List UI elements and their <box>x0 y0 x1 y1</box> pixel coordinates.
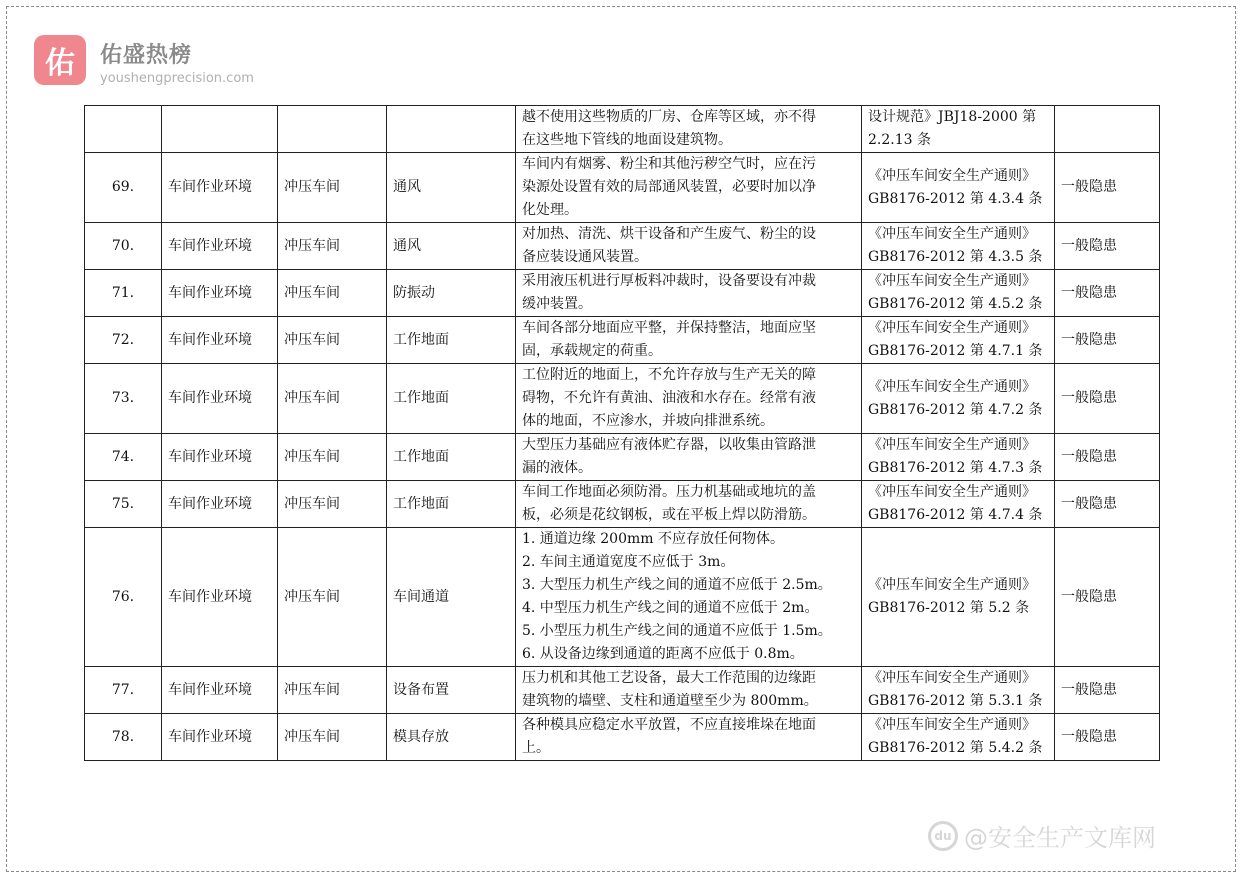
row-item: 车间通道 <box>387 528 516 667</box>
table-row <box>85 364 1160 434</box>
row-basis-line: GB8176-2012 第 5.3.1 条 <box>868 693 1043 709</box>
row-number: 70. <box>85 223 162 270</box>
row-hazard-level: 一般隐患 <box>1055 317 1160 364</box>
row-basis-line: GB8176-2012 第 4.7.4 条 <box>868 507 1043 523</box>
row-requirement-line: 4. 中型压力机生产线之间的通道不应低于 2m。 <box>522 600 819 616</box>
row-requirement-line: 车间工作地面必须防滑。压力机基础或地坑的盖 <box>522 484 816 500</box>
row-requirement-line: 备应装设通风装置。 <box>522 249 648 265</box>
row-requirement-line: 6. 从设备边缘到通道的距离不应低于 0.8m。 <box>522 646 804 662</box>
row-requirement-line: 固，承载规定的荷重。 <box>522 343 662 359</box>
table-row <box>85 667 1160 714</box>
watermark-text: @安全生产文库网 <box>964 824 1156 852</box>
row-basis <box>862 153 1055 223</box>
row-category: 车间作业环境 <box>162 667 278 714</box>
row-requirement-line: 越不使用这些物质的厂房、仓库等区域，亦不得 <box>522 109 816 125</box>
table-row <box>85 223 1160 270</box>
row-basis <box>862 270 1055 317</box>
row-hazard-level: 一般隐患 <box>1055 153 1160 223</box>
row-area: 冲压车间 <box>278 714 387 761</box>
row-category: 车间作业环境 <box>162 364 278 434</box>
row-item: 模具存放 <box>387 714 516 761</box>
row-area: 冲压车间 <box>278 153 387 223</box>
row-basis-line: GB8176-2012 第 5.2 条 <box>868 600 1030 616</box>
row-requirement-line: 5. 小型压力机生产线之间的通道不应低于 1.5m。 <box>522 623 832 639</box>
row-number: 74. <box>85 434 162 481</box>
row-basis-line: 《冲压车间安全生产通则》 <box>868 167 1036 184</box>
row-number: 72. <box>85 317 162 364</box>
table-row <box>85 317 1160 364</box>
row-category: 车间作业环境 <box>162 270 278 317</box>
hazard-table <box>84 105 1160 761</box>
row-category: 车间作业环境 <box>162 528 278 667</box>
row-basis-line: 《冲压车间安全生产通则》 <box>868 320 1036 336</box>
row-basis-line: GB8176-2012 第 4.7.2 条 <box>868 401 1043 418</box>
row-requirement-line: 车间各部分地面应平整，并保持整洁，地面应坚 <box>522 320 816 336</box>
row-basis <box>862 317 1055 364</box>
row-hazard-level: 一般隐患 <box>1055 667 1160 714</box>
row-requirement-line: 上。 <box>522 740 550 756</box>
row-requirement-line: 大型压力基础应有液体贮存器，以收集由管路泄 <box>522 437 816 453</box>
row-requirement <box>516 481 862 528</box>
row-requirement <box>516 714 862 761</box>
row-basis-line: GB8176-2012 第 4.5.2 条 <box>868 296 1043 312</box>
row-category: 车间作业环境 <box>162 714 278 761</box>
paw-icon: du <box>928 821 958 851</box>
table-row <box>85 714 1160 761</box>
row-requirement-line: 建筑物的墙壁、支柱和通道壁至少为 800mm。 <box>522 693 818 709</box>
row-basis-line: GB8176-2012 第 4.3.5 条 <box>868 249 1043 265</box>
row-requirement-line: 各种模具应稳定水平放置，不应直接堆垛在地面 <box>522 717 816 733</box>
table-row <box>85 481 1160 528</box>
row-requirement <box>516 528 862 667</box>
row-basis-line: GB8176-2012 第 5.4.2 条 <box>868 740 1043 756</box>
row-requirement-line: 对加热、清洗、烘干设备和产生废气、粉尘的设 <box>522 226 816 242</box>
row-basis <box>862 364 1055 434</box>
row-requirement-line: 工位附近的地面上，不允许存放与生产无关的障 <box>522 367 816 383</box>
row-area <box>278 106 387 153</box>
row-requirement <box>516 667 862 714</box>
row-area: 冲压车间 <box>278 667 387 714</box>
row-item: 设备布置 <box>387 667 516 714</box>
brand-url: youshengprecision.com <box>100 71 254 86</box>
row-item: 通风 <box>387 223 516 270</box>
row-number: 73. <box>85 364 162 434</box>
row-area: 冲压车间 <box>278 270 387 317</box>
table-row <box>85 434 1160 481</box>
row-requirement-line: 漏的液体。 <box>522 460 592 476</box>
row-area: 冲压车间 <box>278 364 387 434</box>
row-basis-line: 2.2.13 条 <box>868 132 931 148</box>
row-category: 车间作业环境 <box>162 153 278 223</box>
row-hazard-level: 一般隐患 <box>1055 364 1160 434</box>
row-requirement-line: 染源处设置有效的局部通风装置，必要时加以净 <box>522 179 816 195</box>
row-hazard-level: 一般隐患 <box>1055 528 1160 667</box>
row-number: 71. <box>85 270 162 317</box>
row-hazard-level: 一般隐患 <box>1055 270 1160 317</box>
row-requirement-line: 体的地面，不应渗水，并坡向排泄系统。 <box>522 413 774 429</box>
row-requirement-line: 缓冲装置。 <box>522 296 592 312</box>
row-requirement <box>516 317 862 364</box>
row-basis-line: GB8176-2012 第 4.3.4 条 <box>868 190 1043 207</box>
row-item: 通风 <box>387 153 516 223</box>
row-requirement-line: 板，必须是花纹钢板，或在平板上焊以防滑筋。 <box>522 507 816 523</box>
row-number: 75. <box>85 481 162 528</box>
row-item <box>387 106 516 153</box>
logo-glyph: 佑 <box>45 46 75 81</box>
row-basis-line: 《冲压车间安全生产通则》 <box>868 437 1036 453</box>
row-basis-line: 《冲压车间安全生产通则》 <box>868 273 1036 289</box>
row-hazard-level: 一般隐患 <box>1055 481 1160 528</box>
row-basis <box>862 481 1055 528</box>
row-basis-line: 《冲压车间安全生产通则》 <box>868 717 1036 733</box>
row-basis-line: GB8176-2012 第 4.7.1 条 <box>868 343 1043 359</box>
row-requirement-line: 1. 通道边缘 200mm 不应存放任何物体。 <box>522 531 784 547</box>
row-number: 76. <box>85 528 162 667</box>
row-requirement-line: 在这些地下管线的地面设建筑物。 <box>522 132 732 148</box>
table-row <box>85 270 1160 317</box>
row-area: 冲压车间 <box>278 317 387 364</box>
row-category: 车间作业环境 <box>162 434 278 481</box>
row-category: 车间作业环境 <box>162 223 278 270</box>
row-category: 车间作业环境 <box>162 481 278 528</box>
row-requirement-line: 3. 大型压力机生产线之间的通道不应低于 2.5m。 <box>522 577 832 593</box>
row-item: 工作地面 <box>387 317 516 364</box>
row-requirement <box>516 223 862 270</box>
hazard-table-body <box>85 106 1160 761</box>
row-requirement <box>516 364 862 434</box>
row-basis-line: 《冲压车间安全生产通则》 <box>868 378 1036 395</box>
row-basis <box>862 667 1055 714</box>
row-item: 防振动 <box>387 270 516 317</box>
row-requirement-line: 2. 车间主通道宽度不应低于 3m。 <box>522 554 735 570</box>
row-basis-line: 《冲压车间安全生产通则》 <box>868 577 1036 593</box>
row-requirement-line: 车间内有烟雾、粉尘和其他污秽空气时，应在污 <box>522 156 816 172</box>
row-hazard-level: 一般隐患 <box>1055 434 1160 481</box>
row-item: 工作地面 <box>387 481 516 528</box>
row-item: 工作地面 <box>387 434 516 481</box>
row-basis-line: 《冲压车间安全生产通则》 <box>868 226 1036 242</box>
row-category: 车间作业环境 <box>162 317 278 364</box>
row-basis-line: 《冲压车间安全生产通则》 <box>868 670 1036 686</box>
row-requirement-line: 采用液压机进行厚板料冲裁时，设备要设有冲裁 <box>522 273 816 289</box>
row-basis-line: 《冲压车间安全生产通则》 <box>868 484 1036 500</box>
row-requirement-line: 压力机和其他工艺设备，最大工作范围的边缘距 <box>522 670 816 686</box>
row-requirement <box>516 434 862 481</box>
row-basis-line: GB8176-2012 第 4.7.3 条 <box>868 460 1043 476</box>
brand-name: 佑盛热榜 <box>100 43 193 68</box>
row-basis <box>862 106 1055 153</box>
table-row <box>85 153 1160 223</box>
row-area: 冲压车间 <box>278 223 387 270</box>
row-basis-line: 设计规范》JBJ18-2000 第 <box>868 109 1037 125</box>
row-basis <box>862 714 1055 761</box>
row-number: 77. <box>85 667 162 714</box>
row-hazard-level: 一般隐患 <box>1055 223 1160 270</box>
row-requirement <box>516 153 862 223</box>
row-hazard-level <box>1055 106 1160 153</box>
row-category <box>162 106 278 153</box>
row-requirement <box>516 270 862 317</box>
row-basis <box>862 528 1055 667</box>
brand-logo <box>34 35 86 85</box>
row-requirement-line: 碍物，不允许有黄油、油液和水存在。经常有液 <box>522 390 816 406</box>
row-area: 冲压车间 <box>278 481 387 528</box>
row-area: 冲压车间 <box>278 528 387 667</box>
row-number: 69. <box>85 153 162 223</box>
row-hazard-level: 一般隐患 <box>1055 714 1160 761</box>
row-requirement <box>516 106 862 153</box>
table-row <box>85 106 1160 153</box>
row-basis <box>862 223 1055 270</box>
row-number <box>85 106 162 153</box>
row-item: 工作地面 <box>387 364 516 434</box>
row-number: 78. <box>85 714 162 761</box>
row-requirement-line: 化处理。 <box>522 202 578 218</box>
table-row <box>85 528 1160 667</box>
watermark <box>928 818 1156 853</box>
row-area: 冲压车间 <box>278 434 387 481</box>
row-basis <box>862 434 1055 481</box>
